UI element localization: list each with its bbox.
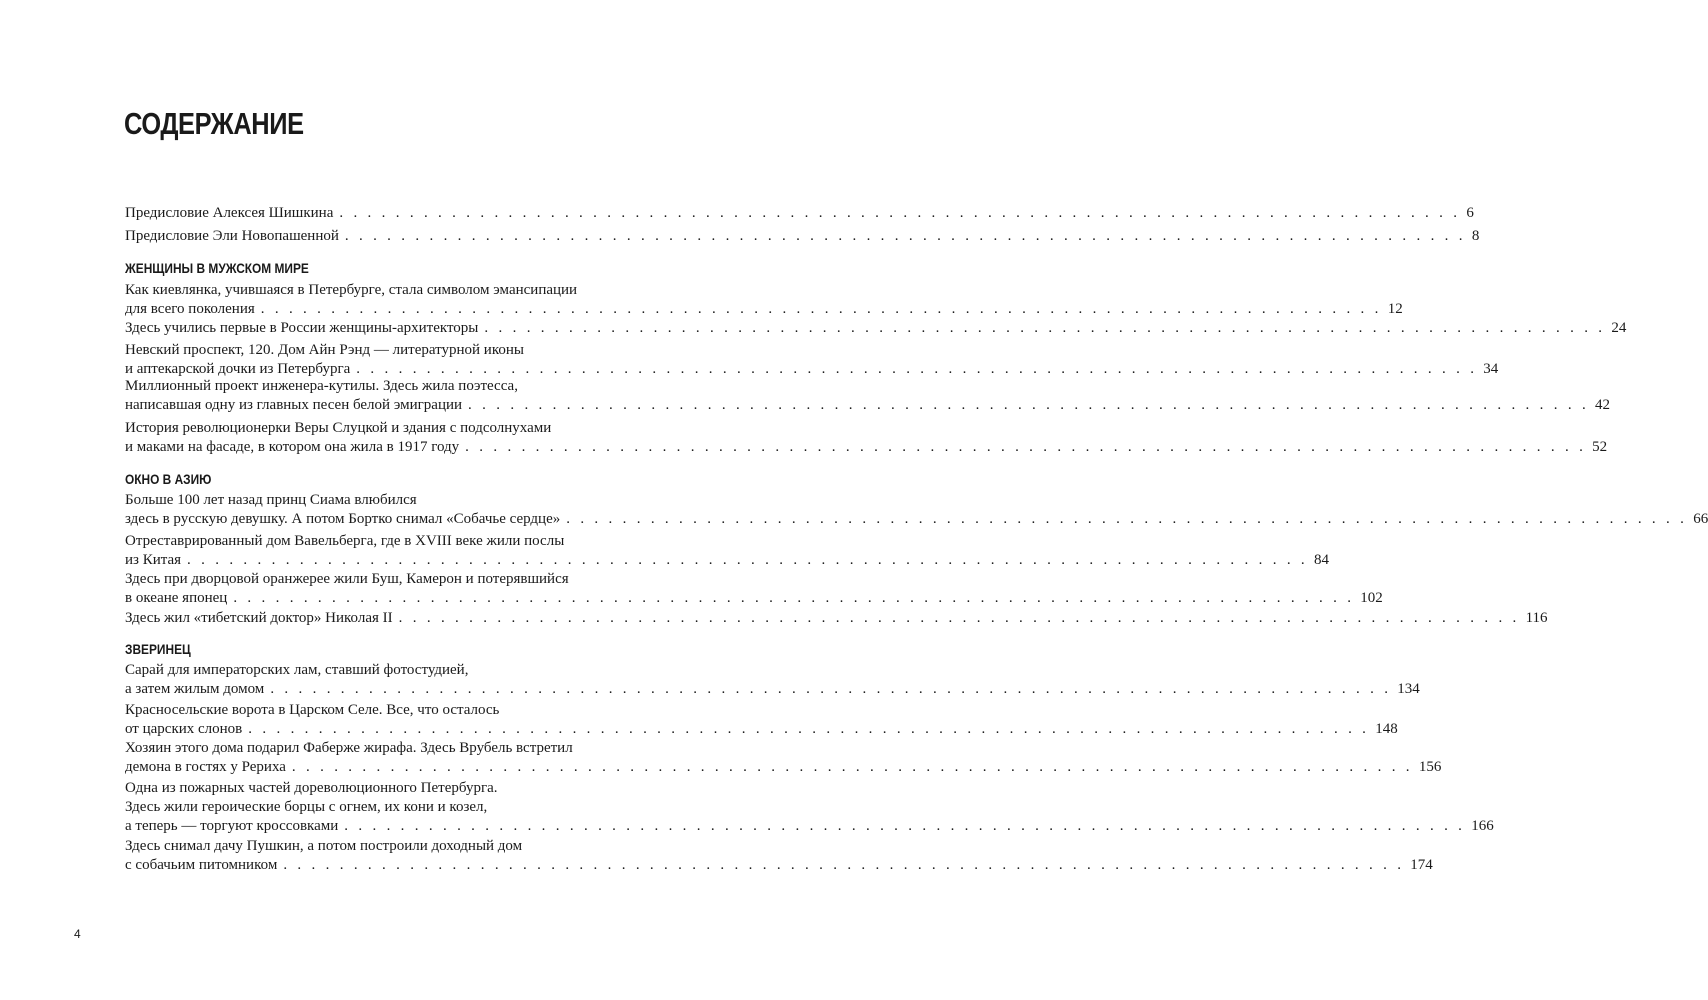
toc-entry[interactable] [125, 204, 1474, 223]
toc-entry-line: Отреставрированный дом Вавельберга, где в XVIII веке жили послы [125, 533, 565, 549]
toc-entry-line: Сарай для императорских лам, ставший фотостудией, [125, 662, 469, 678]
dot-leader: . . . . . . . . . . . . . . . . . . . . . . . . . . . . . . . . . . . . . . . . . . . . . . . . . . . . . . . . . . . . . . . . . . . . . . . . . . . . . . . . [187, 552, 1308, 568]
toc-entry[interactable] [125, 661, 1420, 699]
toc-entry[interactable] [125, 227, 1480, 246]
toc-page-number: 52 [1592, 439, 1608, 455]
dot-leader: . . . . . . . . . . . . . . . . . . . . . . . . . . . . . . . . . . . . . . . . . . . . . . . . . . . . . . . . . . . . . . . . . . . . . . . . . . . . . . . . [344, 228, 1466, 244]
toc-entry-line: и маками на фасаде, в котором она жила в 1917 году [125, 439, 460, 455]
dot-leader: . . . . . . . . . . . . . . . . . . . . . . . . . . . . . . . . . . . . . . . . . . . . . . . . . . . . . . . . . . . . . . . . . . . . . . . . . . . . . . . . [233, 590, 1355, 606]
toc-entry-line: Предисловие Алексея Шишкина [125, 205, 334, 221]
toc-entry[interactable] [125, 281, 1403, 319]
toc-entry[interactable] [125, 532, 1329, 570]
toc-page-number: 102 [1360, 590, 1383, 606]
toc-page-number: 66 [1693, 511, 1708, 527]
toc-page-number: 148 [1375, 721, 1398, 737]
dot-leader: . . . . . . . . . . . . . . . . . . . . . . . . . . . . . . . . . . . . . . . . . . . . . . . . . . . . . . . . . . . . . . . . . . . . . . . . . . . . . . . . [283, 857, 1405, 873]
toc-entry-line: Здесь жил «тибетский доктор» Николая II [125, 610, 393, 626]
toc-page-number: 12 [1387, 301, 1403, 317]
toc-entry-line: написавшая одну из главных песен белой эмиграции [125, 397, 463, 413]
dot-leader: . . . . . . . . . . . . . . . . . . . . . . . . . . . . . . . . . . . . . . . . . . . . . . . . . . . . . . . . . . . . . . . . . . . . . . . . . . . . . . . . [398, 610, 1520, 626]
toc-entry-line: для всего поколения [125, 301, 255, 317]
toc-entry[interactable] [125, 739, 1442, 777]
page-number: 4 [74, 927, 81, 941]
toc-entry[interactable] [125, 701, 1398, 739]
toc-page-number: 166 [1471, 818, 1494, 834]
section-heading: ЗВЕРИНЕЦ [125, 641, 191, 657]
toc-page-number: 156 [1418, 759, 1442, 775]
dot-leader: . . . . . . . . . . . . . . . . . . . . . . . . . . . . . . . . . . . . . . . . . . . . . . . . . . . . . . . . . . . . . . . . . . . . . . . . . . . . . . . . [270, 681, 1392, 697]
toc-entry-line: демона в гостях у Рериха [125, 759, 286, 775]
toc-page-number: 42 [1595, 397, 1610, 413]
page-title: СОДЕРЖАНИЕ [124, 106, 304, 141]
toc-entry-line: а теперь — торгуют кроссовками [125, 818, 339, 834]
toc-entry-line: Больше 100 лет назад принц Сиама влюбился [125, 492, 417, 508]
toc-entry-line: Здесь учились первые в России женщины-архитекторы [125, 320, 479, 336]
section-heading: ОКНО В АЗИЮ [125, 471, 212, 487]
dot-leader: . . . . . . . . . . . . . . . . . . . . . . . . . . . . . . . . . . . . . . . . . . . . . . . . . . . . . . . . . . . . . . . . . . . . . . . . . . . . . . . . [465, 439, 1587, 455]
toc-page-number: 34 [1483, 361, 1499, 377]
toc-entry-line: Одна из пожарных частей дореволюционного Петербурга. [125, 780, 498, 796]
dot-leader: . . . . . . . . . . . . . . . . . . . . . . . . . . . . . . . . . . . . . . . . . . . . . . . . . . . . . . . . . . . . . . . . . . . . . . . . . . . . . . . . [468, 397, 1589, 413]
toc-entry[interactable] [125, 779, 1494, 836]
toc-entry-line: История революционерки Веры Слуцкой и здания с подсолнухами [125, 420, 552, 436]
dot-leader: . . . . . . . . . . . . . . . . . . . . . . . . . . . . . . . . . . . . . . . . . . . . . . . . . . . . . . . . . . . . . . . . . . . . . . . . . . . . . . . . [356, 361, 1478, 377]
toc-entry-line: Невский проспект, 120. Дом Айн Рэнд — литературной иконы [125, 342, 524, 358]
toc-page-number: 6 [1466, 205, 1474, 221]
toc-page-number: 116 [1525, 610, 1548, 626]
toc-entry-line: здесь в русскую девушку. А потом Бортко снимал «Собачье сердце» [125, 511, 561, 527]
toc-entry[interactable] [125, 570, 1383, 608]
toc-entry-line: Здесь при дворцовой оранжерее жили Буш, Камерон и потерявшийся [125, 571, 569, 587]
dot-leader: . . . . . . . . . . . . . . . . . . . . . . . . . . . . . . . . . . . . . . . . . . . . . . . . . . . . . . . . . . . . . . . . . . . . . . . . . . . . . . . . [339, 205, 1461, 221]
toc-entry-line: Красносельские ворота в Царском Селе. Все, что осталось [125, 702, 500, 718]
dot-leader: . . . . . . . . . . . . . . . . . . . . . . . . . . . . . . . . . . . . . . . . . . . . . . . . . . . . . . . . . . . . . . . . . . . . . . . . . . . . . . . . [291, 759, 1413, 775]
toc-entry-line: а затем жилым домом [125, 681, 265, 697]
toc-entry[interactable] [125, 377, 1610, 415]
toc-entry-line: и аптекарской дочки из Петербурга [125, 361, 351, 377]
dot-leader: . . . . . . . . . . . . . . . . . . . . . . . . . . . . . . . . . . . . . . . . . . . . . . . . . . . . . . . . . . . . . . . . . . . . . . . . . . . . . . . . [484, 320, 1606, 336]
toc-entry[interactable] [125, 609, 1548, 628]
section-heading: ЖЕНЩИНЫ В МУЖСКОМ МИРЕ [125, 260, 309, 276]
toc-entry[interactable] [125, 491, 1708, 529]
toc-page-number: 8 [1471, 228, 1480, 244]
dot-leader: . . . . . . . . . . . . . . . . . . . . . . . . . . . . . . . . . . . . . . . . . . . . . . . . . . . . . . . . . . . . . . . . . . . . . . . . . . . . . . . . [566, 511, 1688, 527]
toc-entry[interactable] [125, 837, 1433, 875]
toc-entry-line: Здесь жили героические борцы с огнем, их кони и козел, [125, 799, 488, 815]
toc-page-number: 134 [1397, 681, 1420, 697]
toc-entry-line: Предисловие Эли Новопашенной [125, 228, 339, 244]
toc-entry[interactable] [125, 319, 1627, 338]
toc-entry-line: Здесь снимал дачу Пушкин, а потом построили доходный дом [125, 838, 523, 854]
toc-entry[interactable] [125, 419, 1608, 457]
dot-leader: . . . . . . . . . . . . . . . . . . . . . . . . . . . . . . . . . . . . . . . . . . . . . . . . . . . . . . . . . . . . . . . . . . . . . . . . . . . . . . . . [260, 301, 1382, 317]
dot-leader: . . . . . . . . . . . . . . . . . . . . . . . . . . . . . . . . . . . . . . . . . . . . . . . . . . . . . . . . . . . . . . . . . . . . . . . . . . . . . . . . [344, 818, 1466, 834]
dot-leader: . . . . . . . . . . . . . . . . . . . . . . . . . . . . . . . . . . . . . . . . . . . . . . . . . . . . . . . . . . . . . . . . . . . . . . . . . . . . . . . . [248, 721, 1370, 737]
toc-page-number: 174 [1410, 857, 1433, 873]
toc-entry-line: Как киевлянка, учившаяся в Петербурге, стала символом эмансипации [125, 282, 578, 298]
toc-page-number: 24 [1611, 320, 1627, 336]
toc-entry-line: из Китая [125, 552, 182, 568]
toc-entry-line: с собачьим питомником [125, 857, 278, 873]
toc-entry[interactable] [125, 341, 1499, 379]
toc-entry-line: от царских слонов [125, 721, 243, 737]
table-of-contents [125, 0, 1708, 1000]
toc-entry-line: в океане японец [125, 590, 228, 606]
toc-entry-line: Хозяин этого дома подарил Фаберже жирафа. Здесь Врубель встретил [125, 740, 573, 756]
toc-page-number: 84 [1313, 552, 1329, 568]
toc-entry-line: Миллионный проект инженера-кутилы. Здесь жила поэтесса, [125, 378, 518, 394]
